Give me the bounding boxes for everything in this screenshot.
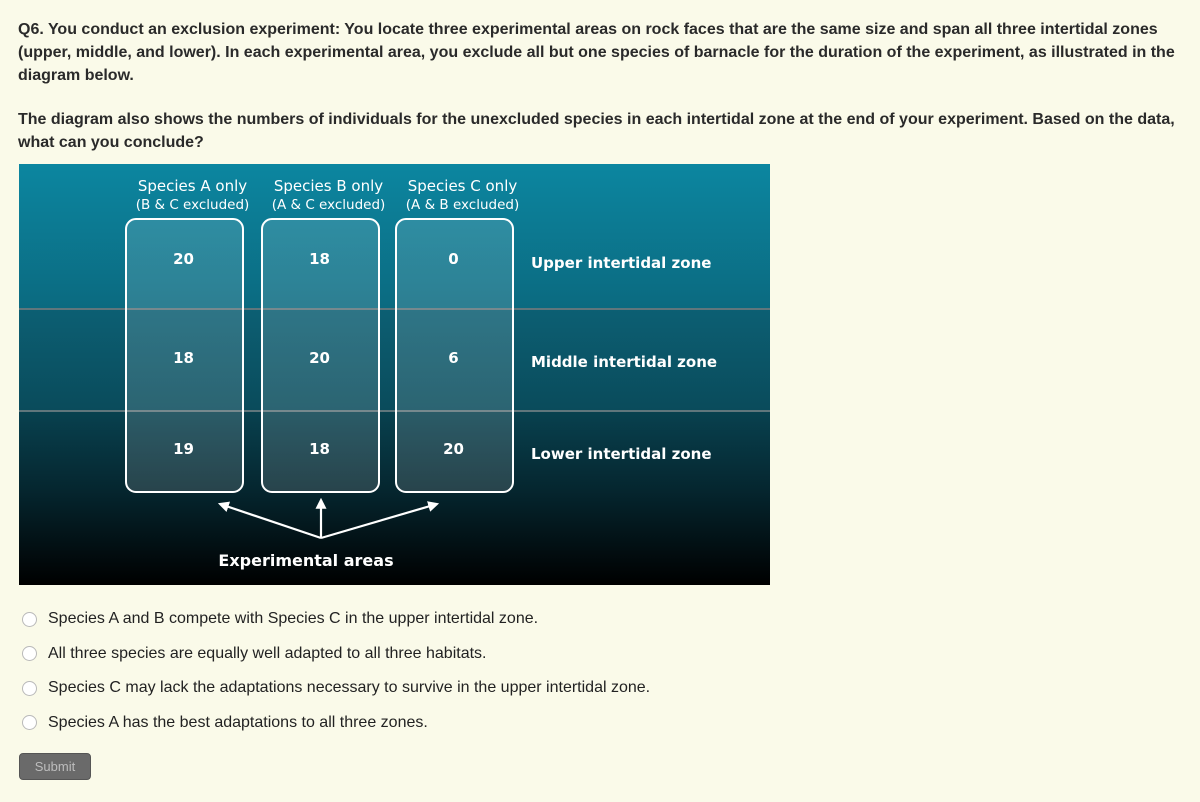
middle-zone-label: Middle intertidal zone [531, 353, 718, 371]
experimental-areas-label: Experimental areas [218, 551, 394, 570]
column-subtitle-1: (B & C excluded) [135, 197, 250, 213]
count-col1-zone3: 19 [173, 440, 194, 458]
column-title-2: Species B only [273, 177, 384, 195]
count-col2-zone1: 18 [309, 250, 330, 268]
count-col3-zone2: 6 [448, 349, 459, 367]
column-title-1: Species A only [137, 177, 248, 195]
option-a[interactable] [22, 602, 650, 637]
option-b[interactable] [22, 637, 650, 672]
column-title-3: Species C only [407, 177, 518, 195]
count-col2-zone3: 18 [309, 440, 330, 458]
question-paragraph-1: Q6. You conduct an exclusion experiment: You locate three experimental areas on rock faces that are the same size and span all three intertidal zones (upper, middle, and lower). In each experimental area, you exclude all but one species of barnacle for the duration of the experiment, as illustrated in the diagram below. [18, 21, 1175, 84]
count-col3-zone1: 0 [448, 250, 459, 268]
column-subtitle-2: (A & C excluded) [271, 197, 386, 213]
count-col1-zone2: 18 [173, 349, 194, 367]
option-label: Species A and B compete with Species C in the upper intertidal zone. [48, 610, 539, 628]
question-paragraph-2: The diagram also shows the numbers of individuals for the unexcluded species in each intertidal zone at the end of your experiment. Based on the data, what can you conclude? [18, 111, 1175, 151]
radio-button[interactable] [22, 612, 37, 627]
count-col3-zone3: 20 [443, 440, 464, 458]
column-subtitle-3: (A & B excluded) [405, 197, 520, 213]
option-label: Species C may lack the adaptations necessary to survive in the upper intertidal zone. [48, 679, 651, 697]
count-col1-zone1: 20 [173, 250, 194, 268]
radio-button[interactable] [22, 681, 37, 696]
option-d[interactable] [22, 706, 650, 741]
option-label: Species A has the best adaptations to all three zones. [48, 713, 428, 731]
lower-zone-label: Lower intertidal zone [531, 445, 712, 463]
question-text [18, 18, 1183, 154]
count-col2-zone2: 20 [309, 349, 330, 367]
radio-button[interactable] [22, 646, 37, 661]
radio-button[interactable] [22, 715, 37, 730]
answer-options [22, 602, 650, 740]
submit-button[interactable]: Submit [19, 753, 91, 780]
option-c[interactable] [22, 671, 650, 706]
exclusion-experiment-diagram [19, 164, 770, 585]
option-label: All three species are equally well adapted to all three habitats. [48, 644, 487, 662]
upper-zone-label: Upper intertidal zone [531, 254, 712, 272]
